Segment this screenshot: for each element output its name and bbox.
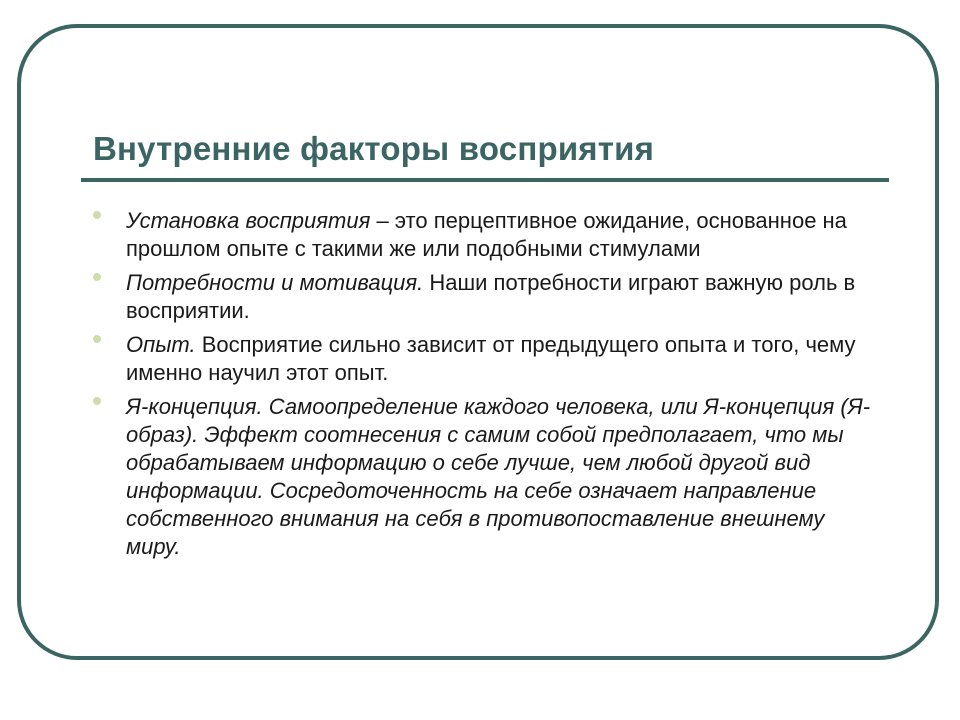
- bullet-item: [90, 269, 880, 325]
- bullet-dot-icon: [93, 211, 101, 219]
- slide-title: Внутренние факторы восприятия: [93, 130, 655, 167]
- bullet-text: – это перцептивное ожидание, основанное на прошлом опыте с такими же или подобными стимулами: [126, 208, 847, 261]
- bullet-item: [90, 331, 880, 387]
- bullet-text: Наши потребности играют важную роль в восприятии.: [126, 270, 856, 323]
- bullet-text: Восприятие сильно зависит от предыдущего опыта и того, чему именно научил этот опыт.: [126, 332, 856, 385]
- bullet-term: Я-концепция. Самоопределение каждого человека, или Я-концепция (Я-образ). Эффект соотнесения с самим собой предполагает, что мы обрабатываем информацию о себе лучше, чем любой другой вид информации. Сосредоточенность на себе означает направление собственного внимания на себя в противопоставление внешнему миру.: [126, 394, 871, 559]
- bullet-list: [90, 207, 880, 567]
- bullet-dot-icon: [93, 397, 101, 405]
- bullet-dot-icon: [93, 335, 101, 343]
- bullet-term: Потребности и мотивация.: [126, 270, 424, 295]
- title-underline: [81, 178, 889, 182]
- bullet-dot-icon: [93, 273, 101, 281]
- bullet-term: Опыт.: [126, 332, 196, 357]
- bullet-item: [90, 393, 880, 561]
- bullet-item: [90, 207, 880, 263]
- bullet-term: Установка восприятия: [126, 208, 371, 233]
